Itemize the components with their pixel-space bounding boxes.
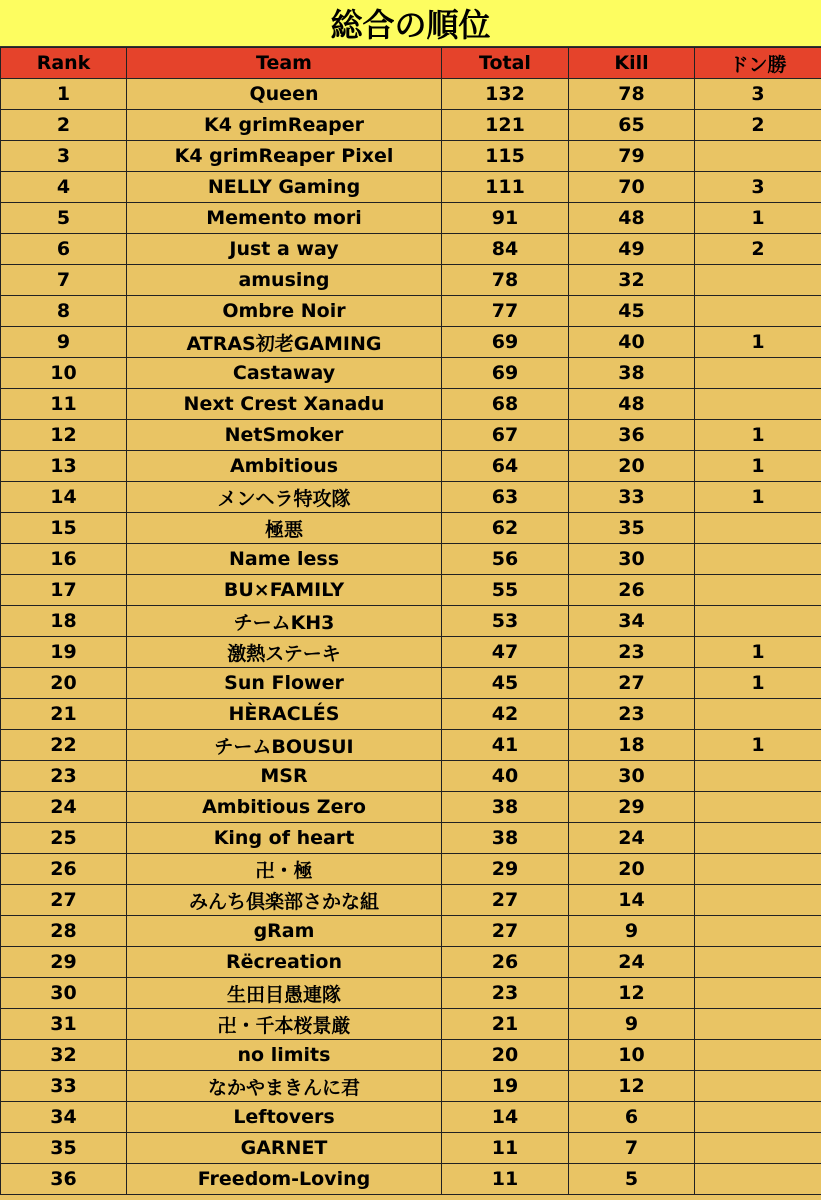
table-row <box>1 1009 821 1040</box>
cell-don: 3 <box>695 79 821 110</box>
table-row <box>1 792 821 823</box>
table-row <box>1 482 821 513</box>
cell-rank: 12 <box>1 420 127 451</box>
header-row <box>1 48 821 79</box>
cell-kill: 48 <box>569 389 695 420</box>
table-row <box>1 978 821 1009</box>
cell-team: チームKH3 <box>127 606 442 637</box>
cell-team: NetSmoker <box>127 420 442 451</box>
cell-team: 激熱ステーキ <box>127 637 442 668</box>
cell-kill: 6 <box>569 1102 695 1133</box>
cell-kill: 49 <box>569 234 695 265</box>
table-row <box>1 79 821 110</box>
cell-total: 42 <box>442 699 569 730</box>
cell-don <box>695 916 821 947</box>
cell-team: チームBOUSUI <box>127 730 442 761</box>
cell-kill: 26 <box>569 575 695 606</box>
cell-team: K4 grimReaper <box>127 110 442 141</box>
cell-kill: 20 <box>569 854 695 885</box>
cell-team: Name less <box>127 544 442 575</box>
cell-rank: 11 <box>1 389 127 420</box>
cell-don: 1 <box>695 637 821 668</box>
ranking-table <box>0 47 821 1195</box>
table-row <box>1 1102 821 1133</box>
cell-rank: 4 <box>1 172 127 203</box>
cell-don <box>695 947 821 978</box>
cell-don <box>695 1040 821 1071</box>
cell-team: 卍・千本桜景厳 <box>127 1009 442 1040</box>
cell-total: 69 <box>442 327 569 358</box>
cell-team: Memento mori <box>127 203 442 234</box>
cell-rank: 9 <box>1 327 127 358</box>
cell-rank: 14 <box>1 482 127 513</box>
table-row <box>1 420 821 451</box>
table-row <box>1 327 821 358</box>
cell-team: Leftovers <box>127 1102 442 1133</box>
cell-kill: 5 <box>569 1164 695 1195</box>
cell-rank: 22 <box>1 730 127 761</box>
cell-rank: 21 <box>1 699 127 730</box>
cell-kill: 12 <box>569 978 695 1009</box>
cell-kill: 24 <box>569 823 695 854</box>
cell-team: みんち倶楽部さかな組 <box>127 885 442 916</box>
cell-kill: 23 <box>569 637 695 668</box>
cell-total: 38 <box>442 792 569 823</box>
table-row <box>1 513 821 544</box>
cell-kill: 20 <box>569 451 695 482</box>
cell-kill: 79 <box>569 141 695 172</box>
cell-total: 27 <box>442 916 569 947</box>
cell-team: Queen <box>127 79 442 110</box>
table-row <box>1 234 821 265</box>
cell-kill: 24 <box>569 947 695 978</box>
cell-team: ATRAS初老GAMING <box>127 327 442 358</box>
cell-total: 56 <box>442 544 569 575</box>
table-row <box>1 141 821 172</box>
cell-total: 84 <box>442 234 569 265</box>
cell-kill: 36 <box>569 420 695 451</box>
cell-team: gRam <box>127 916 442 947</box>
cell-team: Freedom-Loving <box>127 1164 442 1195</box>
cell-total: 67 <box>442 420 569 451</box>
cell-total: 63 <box>442 482 569 513</box>
cell-kill: 35 <box>569 513 695 544</box>
cell-don <box>695 544 821 575</box>
cell-total: 91 <box>442 203 569 234</box>
cell-team: 卍・極 <box>127 854 442 885</box>
cell-total: 132 <box>442 79 569 110</box>
cell-team: GARNET <box>127 1133 442 1164</box>
cell-total: 69 <box>442 358 569 389</box>
cell-team: no limits <box>127 1040 442 1071</box>
cell-rank: 33 <box>1 1071 127 1102</box>
cell-team: Ambitious Zero <box>127 792 442 823</box>
cell-total: 68 <box>442 389 569 420</box>
table-row <box>1 668 821 699</box>
cell-total: 40 <box>442 761 569 792</box>
table-row <box>1 916 821 947</box>
header-team: Team <box>127 48 442 79</box>
table-row <box>1 358 821 389</box>
cell-total: 41 <box>442 730 569 761</box>
table-row <box>1 947 821 978</box>
cell-kill: 33 <box>569 482 695 513</box>
table-row <box>1 451 821 482</box>
cell-rank: 10 <box>1 358 127 389</box>
cell-total: 62 <box>442 513 569 544</box>
cell-total: 11 <box>442 1164 569 1195</box>
cell-kill: 30 <box>569 761 695 792</box>
cell-kill: 27 <box>569 668 695 699</box>
cell-rank: 27 <box>1 885 127 916</box>
cell-rank: 5 <box>1 203 127 234</box>
cell-don: 1 <box>695 327 821 358</box>
cell-rank: 13 <box>1 451 127 482</box>
table-row <box>1 885 821 916</box>
header-don: ドン勝 <box>695 48 821 79</box>
cell-team: HÈRACLÉS <box>127 699 442 730</box>
cell-rank: 28 <box>1 916 127 947</box>
cell-kill: 34 <box>569 606 695 637</box>
cell-team: なかやまきんに君 <box>127 1071 442 1102</box>
table-row <box>1 1133 821 1164</box>
table-row <box>1 823 821 854</box>
cell-rank: 34 <box>1 1102 127 1133</box>
table-header <box>1 48 821 79</box>
table-row <box>1 172 821 203</box>
cell-rank: 3 <box>1 141 127 172</box>
cell-rank: 15 <box>1 513 127 544</box>
cell-rank: 17 <box>1 575 127 606</box>
cell-kill: 23 <box>569 699 695 730</box>
cell-total: 38 <box>442 823 569 854</box>
cell-total: 14 <box>442 1102 569 1133</box>
cell-team: King of heart <box>127 823 442 854</box>
cell-kill: 29 <box>569 792 695 823</box>
cell-team: 極悪 <box>127 513 442 544</box>
cell-team: Ombre Noir <box>127 296 442 327</box>
cell-total: 55 <box>442 575 569 606</box>
cell-kill: 32 <box>569 265 695 296</box>
cell-don: 2 <box>695 234 821 265</box>
cell-don <box>695 1102 821 1133</box>
cell-don <box>695 296 821 327</box>
cell-don <box>695 761 821 792</box>
table-row <box>1 389 821 420</box>
cell-don <box>695 1009 821 1040</box>
table-row <box>1 761 821 792</box>
cell-total: 53 <box>442 606 569 637</box>
cell-don: 1 <box>695 451 821 482</box>
cell-team: 生田目愚連隊 <box>127 978 442 1009</box>
table-body <box>1 79 821 1195</box>
cell-don: 1 <box>695 420 821 451</box>
cell-team: Sun Flower <box>127 668 442 699</box>
cell-don <box>695 978 821 1009</box>
table-row <box>1 203 821 234</box>
cell-team: Ambitious <box>127 451 442 482</box>
cell-kill: 70 <box>569 172 695 203</box>
table-row <box>1 637 821 668</box>
cell-don <box>695 1071 821 1102</box>
cell-rank: 18 <box>1 606 127 637</box>
cell-team: NELLY Gaming <box>127 172 442 203</box>
table-row <box>1 110 821 141</box>
cell-don <box>695 575 821 606</box>
table-row <box>1 606 821 637</box>
cell-total: 29 <box>442 854 569 885</box>
cell-kill: 10 <box>569 1040 695 1071</box>
cell-team: Next Crest Xanadu <box>127 389 442 420</box>
cell-don: 2 <box>695 110 821 141</box>
cell-kill: 45 <box>569 296 695 327</box>
cell-kill: 65 <box>569 110 695 141</box>
cell-total: 27 <box>442 885 569 916</box>
cell-rank: 35 <box>1 1133 127 1164</box>
cell-kill: 7 <box>569 1133 695 1164</box>
cell-team: amusing <box>127 265 442 296</box>
header-total: Total <box>442 48 569 79</box>
cell-rank: 25 <box>1 823 127 854</box>
cell-team: メンヘラ特攻隊 <box>127 482 442 513</box>
cell-total: 115 <box>442 141 569 172</box>
cell-don <box>695 792 821 823</box>
cell-total: 19 <box>442 1071 569 1102</box>
cell-total: 21 <box>442 1009 569 1040</box>
cell-team: MSR <box>127 761 442 792</box>
cell-don <box>695 358 821 389</box>
cell-rank: 6 <box>1 234 127 265</box>
cell-kill: 18 <box>569 730 695 761</box>
cell-team: Castaway <box>127 358 442 389</box>
cell-rank: 16 <box>1 544 127 575</box>
cell-rank: 19 <box>1 637 127 668</box>
cell-kill: 9 <box>569 1009 695 1040</box>
table-row <box>1 1164 821 1195</box>
cell-kill: 30 <box>569 544 695 575</box>
cell-don <box>695 265 821 296</box>
cell-total: 11 <box>442 1133 569 1164</box>
cell-don: 1 <box>695 668 821 699</box>
cell-don <box>695 141 821 172</box>
cell-don <box>695 1164 821 1195</box>
cell-total: 111 <box>442 172 569 203</box>
table-row <box>1 575 821 606</box>
cell-don <box>695 699 821 730</box>
table-row <box>1 1071 821 1102</box>
cell-don <box>695 513 821 544</box>
cell-team: K4 grimReaper Pixel <box>127 141 442 172</box>
cell-kill: 14 <box>569 885 695 916</box>
cell-rank: 23 <box>1 761 127 792</box>
cell-team: Rëcreation <box>127 947 442 978</box>
page-title: 総合の順位 <box>0 0 821 47</box>
cell-kill: 9 <box>569 916 695 947</box>
cell-total: 64 <box>442 451 569 482</box>
cell-rank: 8 <box>1 296 127 327</box>
cell-kill: 78 <box>569 79 695 110</box>
cell-total: 121 <box>442 110 569 141</box>
cell-team: BU×FAMILY <box>127 575 442 606</box>
table-row <box>1 1040 821 1071</box>
cell-rank: 26 <box>1 854 127 885</box>
cell-total: 26 <box>442 947 569 978</box>
header-kill: Kill <box>569 48 695 79</box>
cell-rank: 20 <box>1 668 127 699</box>
cell-rank: 29 <box>1 947 127 978</box>
table-row <box>1 854 821 885</box>
cell-rank: 30 <box>1 978 127 1009</box>
cell-total: 45 <box>442 668 569 699</box>
cell-don <box>695 885 821 916</box>
cell-kill: 40 <box>569 327 695 358</box>
cell-don <box>695 823 821 854</box>
cell-kill: 48 <box>569 203 695 234</box>
table-row <box>1 265 821 296</box>
cell-rank: 31 <box>1 1009 127 1040</box>
cell-total: 77 <box>442 296 569 327</box>
cell-don: 3 <box>695 172 821 203</box>
cell-don: 1 <box>695 203 821 234</box>
cell-don: 1 <box>695 482 821 513</box>
table-row <box>1 544 821 575</box>
cell-kill: 38 <box>569 358 695 389</box>
header-rank: Rank <box>1 48 127 79</box>
table-row <box>1 699 821 730</box>
cell-rank: 32 <box>1 1040 127 1071</box>
cell-total: 47 <box>442 637 569 668</box>
cell-team: Just a way <box>127 234 442 265</box>
table-row <box>1 296 821 327</box>
cell-don <box>695 854 821 885</box>
cell-total: 23 <box>442 978 569 1009</box>
cell-rank: 2 <box>1 110 127 141</box>
cell-rank: 7 <box>1 265 127 296</box>
cell-don <box>695 1133 821 1164</box>
cell-kill: 12 <box>569 1071 695 1102</box>
table-row <box>1 730 821 761</box>
cell-rank: 36 <box>1 1164 127 1195</box>
cell-total: 78 <box>442 265 569 296</box>
cell-total: 20 <box>442 1040 569 1071</box>
cell-don <box>695 389 821 420</box>
cell-rank: 24 <box>1 792 127 823</box>
cell-rank: 1 <box>1 79 127 110</box>
cell-don <box>695 606 821 637</box>
cell-don: 1 <box>695 730 821 761</box>
